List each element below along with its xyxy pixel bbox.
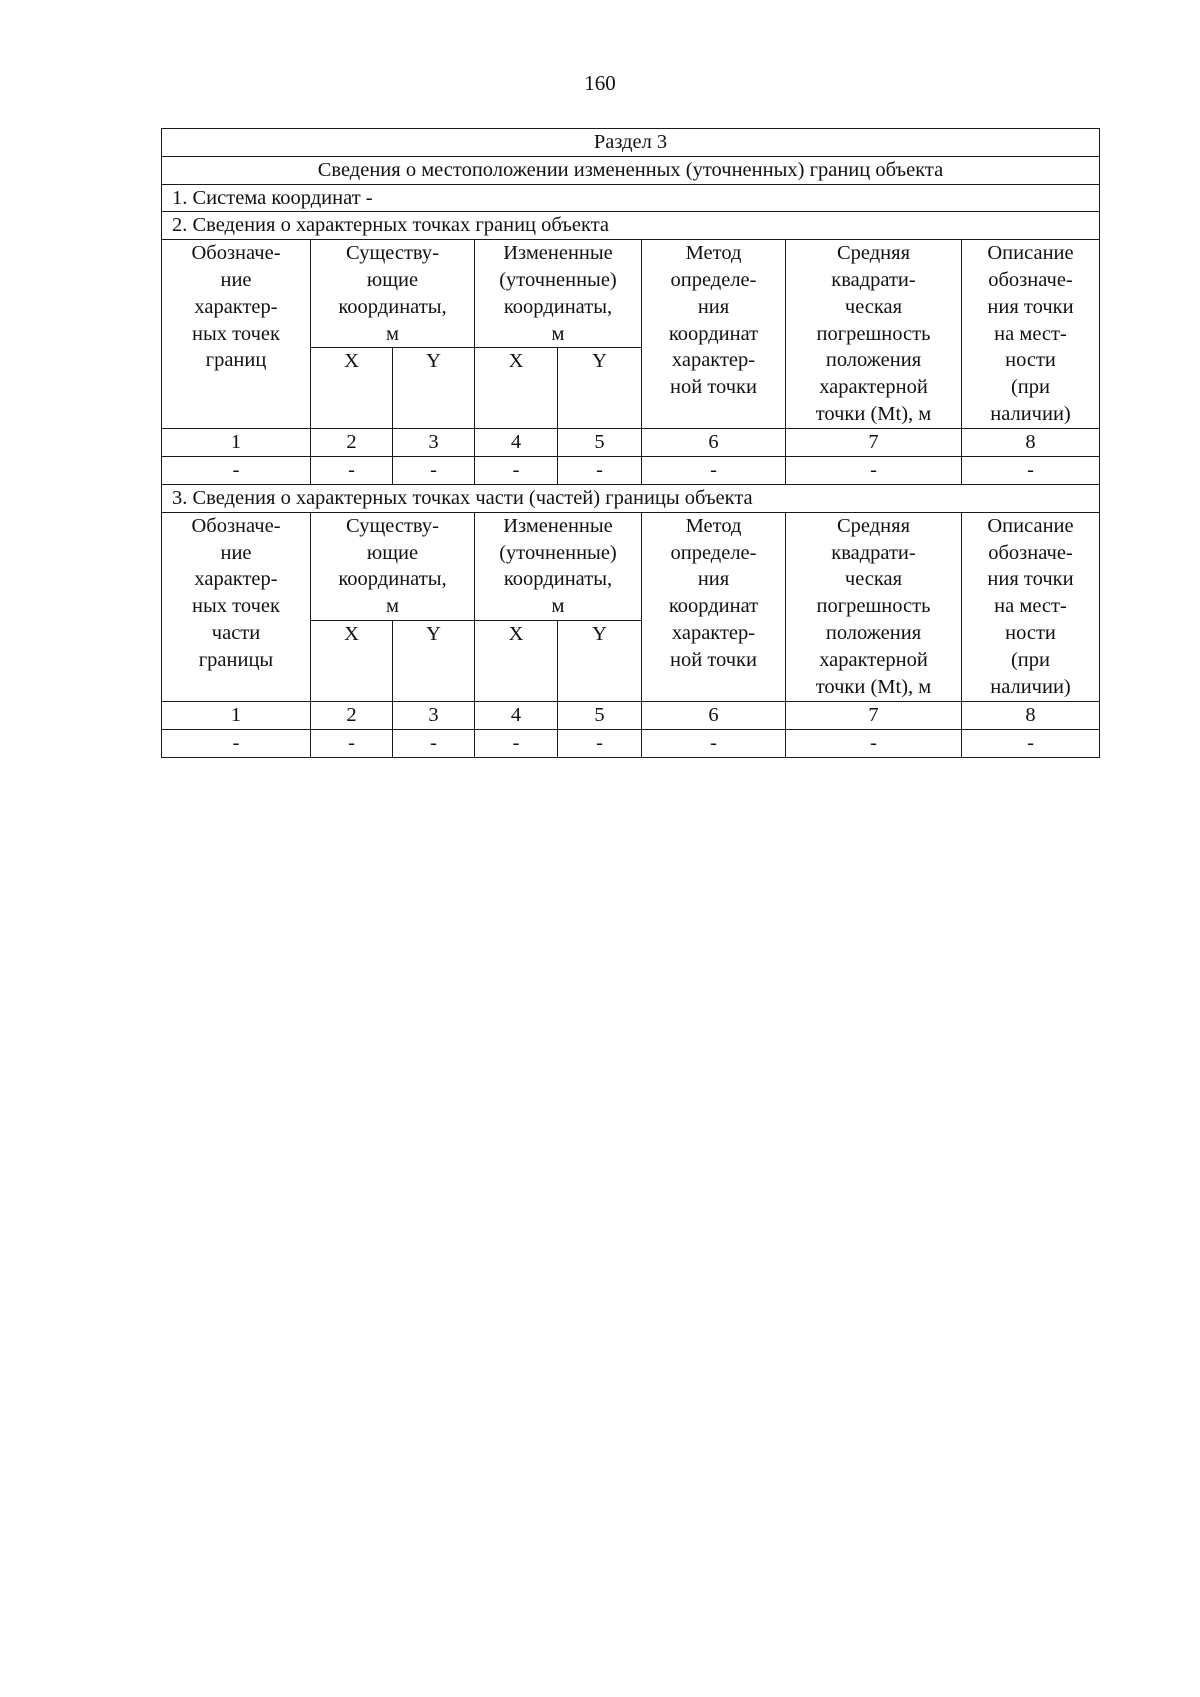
part3-cell: - <box>475 729 558 757</box>
part2-cell: - <box>393 457 475 485</box>
part2-header-method: Метод определе- ния координат характер- ной точки <box>642 240 786 429</box>
part3-header-point-designation: Обозначе- ние характер- ных точек части границы <box>162 512 311 701</box>
part2-cell: - <box>475 457 558 485</box>
part3-col-number: 8 <box>962 701 1100 729</box>
part3-header-row <box>162 512 1100 620</box>
part3-cell: - <box>962 729 1100 757</box>
page-number: 160 <box>584 71 616 95</box>
part3-header-description: Описание обозначе- ния точки на мест- ности (при наличии) <box>962 512 1100 701</box>
coordinate-system: 1. Система координат - <box>162 184 1100 212</box>
part2-col-number: 2 <box>311 429 393 457</box>
part2-cell: - <box>642 457 786 485</box>
part2-col-number: 7 <box>786 429 962 457</box>
part3-cell: - <box>558 729 642 757</box>
section-subtitle-row <box>162 156 1100 184</box>
part3-header-x-changed: X <box>475 620 558 701</box>
part3-title-row <box>162 484 1100 512</box>
part3-header-error: Средняя квадрати- ческая погрешность положения характерной точки (Mt), м <box>786 512 962 701</box>
part2-title: 2. Сведения о характерных точках границ объекта <box>162 212 1100 240</box>
part2-col-number: 6 <box>642 429 786 457</box>
coordinate-system-row <box>162 184 1100 212</box>
part3-cell: - <box>786 729 962 757</box>
part3-col-number: 5 <box>558 701 642 729</box>
part2-cell: - <box>311 457 393 485</box>
part3-col-number: 6 <box>642 701 786 729</box>
part3-cell: - <box>162 729 311 757</box>
part3-col-number: 1 <box>162 701 311 729</box>
section-subtitle: Сведения о местоположении измененных (уточненных) границ объекта <box>162 156 1100 184</box>
part3-header-existing-coords: Существу- ющие координаты, м <box>311 512 475 620</box>
part3-header-y-changed: Y <box>558 620 642 701</box>
part3-col-number: 3 <box>393 701 475 729</box>
part3-col-number: 2 <box>311 701 393 729</box>
part2-header-x-changed: X <box>475 348 558 429</box>
part3-cell: - <box>393 729 475 757</box>
section-title-row <box>162 129 1100 157</box>
part3-col-number: 7 <box>786 701 962 729</box>
part2-cell: - <box>962 457 1100 485</box>
section-title: Раздел 3 <box>162 129 1100 157</box>
part3-data-row <box>162 729 1100 757</box>
section-3-table <box>161 128 1100 758</box>
part2-header-changed-coords: Измененные (уточненные) координаты, м <box>475 240 642 348</box>
part2-data-row <box>162 457 1100 485</box>
part2-cell: - <box>786 457 962 485</box>
part2-header-y-changed: Y <box>558 348 642 429</box>
part3-header-x-existing: X <box>311 620 393 701</box>
part3-cell: - <box>311 729 393 757</box>
part3-header-changed-coords: Измененные (уточненные) координаты, м <box>475 512 642 620</box>
part2-col-number: 1 <box>162 429 311 457</box>
part3-cell: - <box>642 729 786 757</box>
part2-col-number: 3 <box>393 429 475 457</box>
part2-header-point-designation: Обозначе- ние характер- ных точек границ <box>162 240 311 429</box>
part2-col-number: 8 <box>962 429 1100 457</box>
part2-header-y-existing: Y <box>393 348 475 429</box>
part3-header-y-existing: Y <box>393 620 475 701</box>
part3-header-method: Метод определе- ния координат характер- ной точки <box>642 512 786 701</box>
part2-title-row <box>162 212 1100 240</box>
part2-header-row <box>162 240 1100 348</box>
part3-numbers-row <box>162 701 1100 729</box>
part2-col-number: 4 <box>475 429 558 457</box>
part2-header-description: Описание обозначе- ния точки на мест- ности (при наличии) <box>962 240 1100 429</box>
part2-numbers-row <box>162 429 1100 457</box>
part2-col-number: 5 <box>558 429 642 457</box>
part2-cell: - <box>162 457 311 485</box>
part2-header-existing-coords: Существу- ющие координаты, м <box>311 240 475 348</box>
part2-header-error: Средняя квадрати- ческая погрешность положения характерной точки (Mt), м <box>786 240 962 429</box>
part3-col-number: 4 <box>475 701 558 729</box>
part2-header-x-existing: X <box>311 348 393 429</box>
part2-cell: - <box>558 457 642 485</box>
part3-title: 3. Сведения о характерных точках части (частей) границы объекта <box>162 484 1100 512</box>
